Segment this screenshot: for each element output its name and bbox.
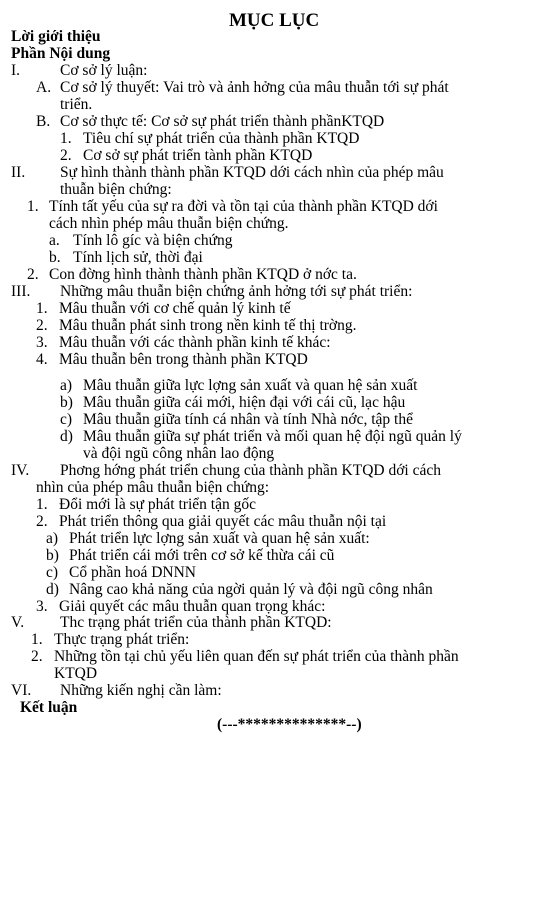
toc-entry-a-cont: triển. xyxy=(60,96,93,113)
intro-heading: Lời giới thiệu xyxy=(11,28,101,45)
toc-entry-iv2b-text: Phát triển cái mới trên cơ sở kế thừa cái cũ xyxy=(69,547,335,564)
toc-entry-iv-cont: nhìn của phép mâu thuẫn biện chứng: xyxy=(36,479,270,496)
toc-entry-ii1b-text: Tính lịch sử, thời đại xyxy=(73,249,203,266)
toc-entry-v-num: V. xyxy=(11,614,25,631)
toc-entry-ii1a-num: a. xyxy=(49,232,60,249)
toc-number: I. xyxy=(11,62,21,79)
toc-entry-v1-text: Thực trạng phát triển: xyxy=(54,631,190,648)
toc-entry-iv2b-num: b) xyxy=(46,547,59,564)
toc-entry-iii3-num: 3. xyxy=(36,334,48,351)
toc-entry-iii4b-text: Mâu thuẫn giữa cái mới, hiện đại với cái cũ, lạc hậu xyxy=(83,394,406,411)
toc-entry-v2-num: 2. xyxy=(31,648,43,665)
toc-entry-iii4d-cont: và đội ngũ công nhân lao động xyxy=(83,445,275,462)
toc-entry-iii-num: III. xyxy=(11,283,31,300)
content-heading: Phần Nội dung xyxy=(11,45,111,62)
toc-entry-iii4c-text: Mâu thuẫn giữa tính cá nhân và tính Nhà nớc, tập thể xyxy=(83,411,413,428)
toc-entry-v1-num: 1. xyxy=(31,631,43,648)
toc-entry-v2-text: Những tồn tại chủ yếu liên quan đến sự phát triển của thành phần xyxy=(54,648,459,665)
toc-entry-ii-cont: thuẫn biện chứng: xyxy=(60,181,172,198)
toc-entry-iv1-text: Đổi mới là sự phát triển tận gốc xyxy=(59,496,256,513)
toc-entry-iv2-num: 2. xyxy=(36,513,48,530)
toc-entry-a-num: A. xyxy=(36,79,52,96)
toc-entry-iv-num: IV. xyxy=(11,462,30,479)
toc-entry-iii1-text: Mâu thuẫn với cơ chế quản lý kinh tế xyxy=(59,300,291,317)
conclusion-heading: Kết luận xyxy=(20,699,78,716)
toc-entry-iii2-text: Mâu thuẫn phát sinh trong nền kinh tế thị trờng. xyxy=(59,317,357,334)
toc-entry-vi-text: Những kiến nghị cần làm: xyxy=(60,682,222,699)
toc-entry-iii4a-text: Mâu thuẫn giữa lực lợng sản xuất và quan hệ sản xuất xyxy=(83,377,418,394)
toc-entry-iv1-num: 1. xyxy=(36,496,48,513)
toc-entry-iii4b-num: b) xyxy=(60,394,73,411)
toc-entry-iv2a-num: a) xyxy=(46,530,59,547)
toc-entry-iv2-text: Phát triển thông qua giải quyết các mâu thuẫn nội tại xyxy=(59,513,387,530)
toc-entry-iii4a-num: a) xyxy=(60,377,73,394)
toc-entry-iv2d-text: Nâng cao khả năng của ngời quản lý và đội ngũ công nhân xyxy=(69,581,433,598)
footer-ornament: (---**************--) xyxy=(217,716,362,733)
toc-entry-b2-text: Cơ sở sự phát triển tành phần KTQD xyxy=(83,147,313,164)
toc-entry-iv2d-num: d) xyxy=(46,581,59,598)
toc-entry-ii-num: II. xyxy=(11,164,26,181)
toc-entry-iii1-num: 1. xyxy=(36,300,48,317)
toc-entry-vi-num: VI. xyxy=(11,682,32,699)
toc-entry-b1-num: 1. xyxy=(60,130,72,147)
toc-entry-b-num: B. xyxy=(36,113,51,130)
toc-entry-iii4d-num: d) xyxy=(60,428,73,445)
toc-entry-ii1-text: Tính tất yếu của sự ra đời và tồn tại của thành phần KTQD dới xyxy=(49,198,438,215)
toc-entry-iii4-text: Mâu thuẫn bên trong thành phần KTQD xyxy=(59,351,308,368)
toc-entry-iii3-text: Mâu thuẫn với các thành phần kinh tế khác: xyxy=(59,334,331,351)
toc-entry-ii1-cont: cách nhìn phép mâu thuẫn biện chứng. xyxy=(49,215,289,232)
toc-entry-ii1b-num: b. xyxy=(49,249,61,266)
toc-entry-v2-cont: KTQD xyxy=(54,665,98,682)
toc-entry-ii2-num: 2. xyxy=(27,266,39,283)
toc-entry-i-text: Cơ sở lý luận: xyxy=(60,62,148,79)
toc-entry-iv2a-text: Phát triển lực lợng sản xuất và quan hệ sản xuất: xyxy=(69,530,370,547)
page-title: MỤC LỤC xyxy=(229,10,320,31)
toc-entry-iv-text: Phơng hớng phát triển chung của thành phần KTQD dới cách xyxy=(60,462,441,479)
toc-entry-iv3-text: Giải quyết các mâu thuẫn quan trọng khác: xyxy=(59,598,326,615)
toc-entry-iii-text: Những mâu thuẫn biện chứng ảnh hởng tới sự phát triển: xyxy=(60,283,413,300)
toc-entry-i xyxy=(11,62,20,79)
toc-entry-v-text: Thc trạng phát triển của thành phần KTQD: xyxy=(60,614,332,631)
toc-entry-a-text: Cơ sở lý thuyết: Vai trò và ảnh hởng của mâu thuẫn tới sự phát xyxy=(60,79,449,96)
toc-entry-b2-num: 2. xyxy=(60,147,72,164)
toc-entry-b-text: Cơ sở thực tế: Cơ sở sự phát triển thành phầnKTQD xyxy=(60,113,385,130)
toc-entry-b1-text: Tiêu chí sự phát triển của thành phần KTQD xyxy=(83,130,360,147)
toc-entry-iv2c-num: c) xyxy=(46,564,59,581)
toc-entry-iii4-num: 4. xyxy=(36,351,48,368)
toc-entry-iv2c-text: Cổ phần hoá DNNN xyxy=(69,564,196,581)
toc-entry-ii-text: Sự hình thành thành phần KTQD dới cách nhìn của phép mâu xyxy=(60,164,444,181)
toc-entry-iii2-num: 2. xyxy=(36,317,48,334)
toc-entry-ii2-text: Con đờng hình thành thành phần KTQD ở nớc ta. xyxy=(49,266,357,283)
toc-entry-iii4d-text: Mâu thuẫn giữa sự phát triển và mối quan hệ đội ngũ quản lý xyxy=(83,428,462,445)
toc-entry-iv3-num: 3. xyxy=(36,598,48,615)
toc-entry-ii1a-text: Tính lô gíc và biện chứng xyxy=(73,232,233,249)
toc-entry-iii4c-num: c) xyxy=(60,411,73,428)
toc-entry-ii1-num: 1. xyxy=(27,198,39,215)
